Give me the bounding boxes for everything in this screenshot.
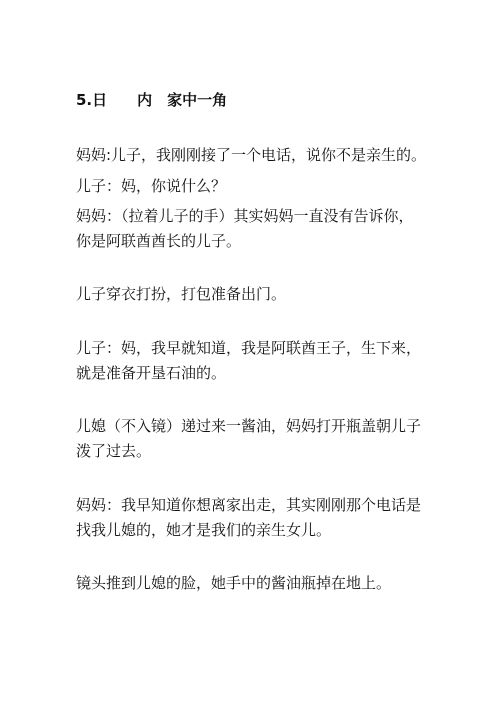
line: 儿子：妈，我早就知道，我是阿联酋王子，生下来， — [76, 339, 422, 357]
line: 找我儿媳的，她才是我们的亲生女儿。 — [76, 521, 332, 539]
dialogue-son-what — [76, 174, 436, 199]
line: 妈妈:儿子，我刚刚接了一个电话，说你不是亲生的。 — [76, 146, 427, 164]
line: 妈妈：（拉着儿子的手）其实妈妈一直没有告诉你， — [76, 207, 414, 225]
action-son-dresses — [76, 282, 436, 307]
dialogue-son-prince — [76, 336, 436, 386]
line: 儿子穿衣打扮，打包准备出门。 — [76, 285, 287, 303]
scene-heading: 5.日 内 家中一角 — [76, 91, 228, 109]
dialogue-mom-daughter-in-law — [76, 493, 436, 543]
line: 泼了过去。 — [76, 442, 152, 460]
line: 镜头推到儿媳的脸，她手中的酱油瓶掉在地上。 — [76, 574, 392, 592]
line: 儿媳（不入镜）递过来一酱油，妈妈打开瓶盖朝儿子 — [76, 417, 422, 435]
line: 就是准备开垦石油的。 — [76, 364, 227, 382]
line: 儿子：妈，你说什么？ — [76, 177, 227, 195]
line: 你是阿联酋酋长的儿子。 — [76, 232, 242, 250]
action-soy-sauce — [76, 414, 436, 464]
action-bottle-drops — [76, 571, 436, 596]
dialogue-mom-phone-call — [76, 143, 436, 168]
dialogue-mom-reveal — [76, 204, 436, 254]
line: 妈妈：我早知道你想离家出走，其实刚刚那个电话是 — [76, 496, 422, 514]
